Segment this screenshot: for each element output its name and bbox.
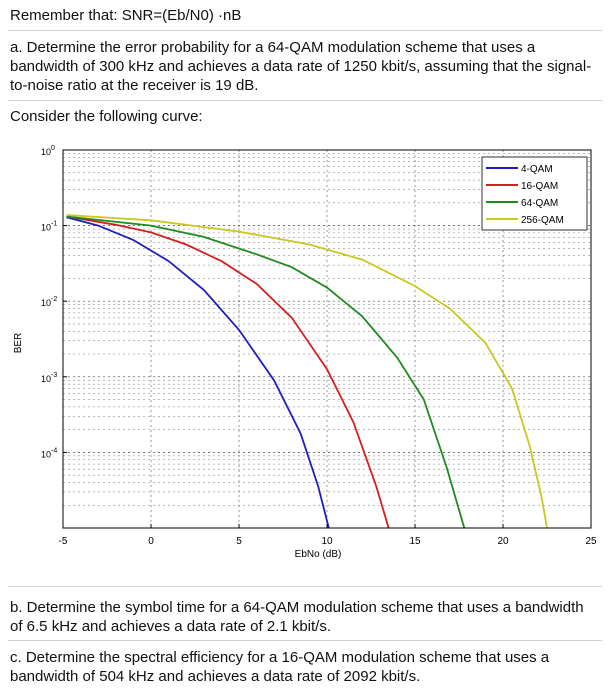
x-tick-label: 5	[236, 536, 242, 547]
legend-label: 256-QAM	[521, 215, 564, 226]
question-a: a. Determine the error probability for a 64-QAM modulation scheme that uses a bandwidth of 300 kHz and achieves a data rate of 1250 kbit/s, assuming that the signal-to-noise ratio at the receiver is 19 dB.	[10, 39, 592, 94]
legend-label: 64-QAM	[521, 198, 559, 209]
x-tick-label: -5	[58, 536, 68, 547]
x-tick-label: 15	[409, 536, 421, 547]
y-tick-label: $10^0$	[41, 145, 55, 157]
y-tick-exponent: -4	[51, 447, 58, 455]
question-c: c. Determine the spectral efficiency for a 16-QAM modulation scheme that uses a bandwidth of 504 kHz and achieves a data rate of 2092 kbit/s.	[10, 649, 550, 685]
x-tick-label: 10	[321, 536, 333, 547]
y-tick-label: $10^{-1}$	[41, 220, 58, 233]
x-axis-label: EbNo (dB)	[294, 549, 342, 560]
divider	[8, 640, 602, 641]
ber-chart	[8, 138, 602, 570]
divider	[8, 100, 602, 101]
y-axis-label: BER	[13, 332, 24, 354]
question-b: b. Determine the symbol time for a 64-QAM modulation scheme that uses a bandwidth of 6.5 kHz and achieves a data rate of 2.1 kbit/s.	[10, 599, 584, 635]
x-tick-label: 25	[585, 536, 597, 547]
legend	[482, 157, 587, 230]
x-tick-label: 0	[148, 536, 154, 547]
y-tick-label: $10^{-2}$	[41, 296, 58, 309]
y-tick-label: $10^{-4}$	[41, 447, 58, 460]
y-tick-label: $10^{-3}$	[41, 371, 58, 384]
y-tick-exponent: -2	[51, 296, 58, 304]
y-tick-exponent: -1	[51, 220, 58, 228]
legend-label: 16-QAM	[521, 181, 559, 192]
x-tick-label: 20	[497, 536, 509, 547]
y-tick-exponent: 0	[51, 145, 55, 152]
reminder-text: Remember that: SNR=(Eb/N0) ·nB	[10, 7, 242, 24]
divider	[8, 30, 602, 31]
legend-label: 4-QAM	[521, 164, 553, 175]
divider	[8, 586, 602, 587]
y-tick-exponent: -3	[51, 371, 58, 379]
consider-text: Consider the following curve:	[10, 108, 203, 125]
